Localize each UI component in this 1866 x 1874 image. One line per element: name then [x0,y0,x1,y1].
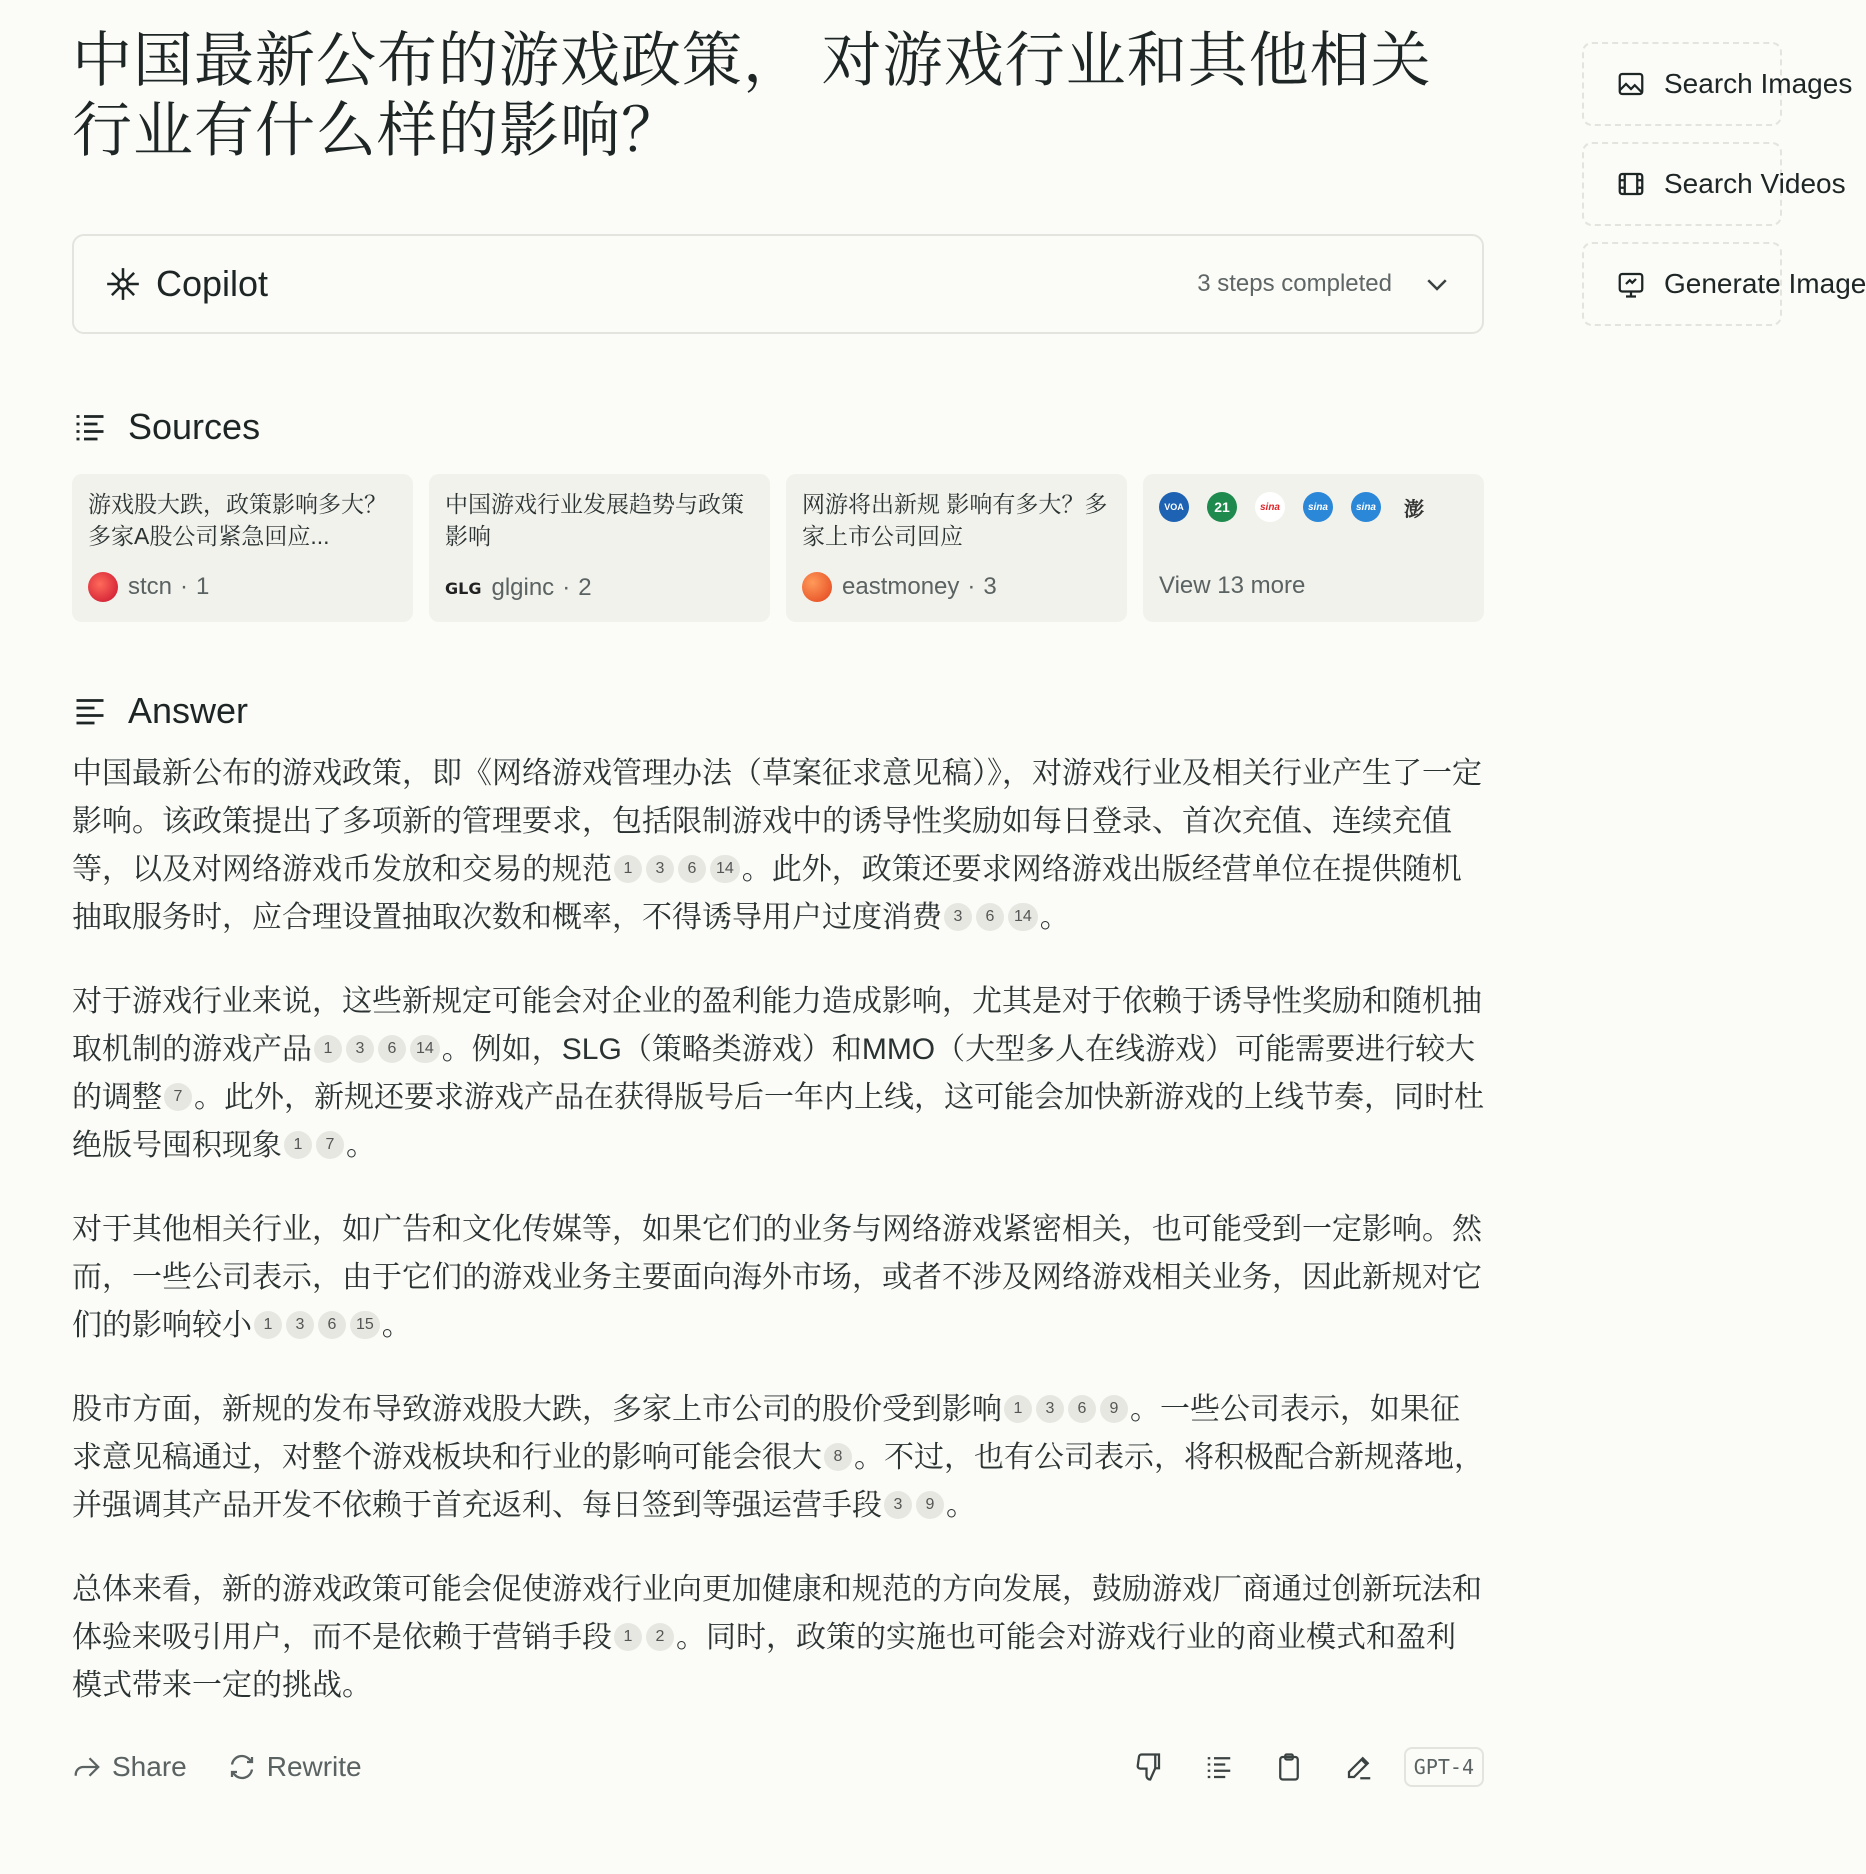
citation-badge[interactable]: 3 [1036,1395,1064,1423]
edit-pencil-icon[interactable] [1344,1752,1374,1782]
citation-badge[interactable]: 3 [286,1311,314,1339]
thumbs-down-icon[interactable] [1134,1752,1164,1782]
image-icon [1616,69,1646,99]
page-title: 中国最新公布的游戏政策， 对游戏行业和其他相关行业有什么样的影响？ [72,27,1432,164]
answer-text: 。此外，政策还要求网络游戏出版经营单位在提供随机抽取服务时，应合理设置抽取次数和概率，不得诱导用户过度消费 [72,853,1462,934]
source-site: eastmoney [842,573,960,600]
main-content [72,0,1484,1792]
citation-badge[interactable]: 6 [318,1311,346,1339]
more-source-icons [1159,492,1468,522]
sources-icon [72,409,108,445]
citation-badge[interactable]: 14 [1008,903,1038,931]
answer-paragraph [72,978,1484,1170]
sources-heading [72,406,1484,448]
answer-text: 。 [381,1309,412,1342]
view-more-card[interactable] [1143,474,1484,622]
answer-text: 。同时，政策的实施也可能会对游戏行业的商业模式和盈利模式带来一定的挑战。 [72,1621,1456,1702]
citation-badge[interactable]: 6 [378,1035,406,1063]
sources-heading-label: Sources [128,406,261,447]
answer-paragraph [72,750,1484,942]
citation-badge[interactable]: 2 [646,1623,674,1651]
search-images-button[interactable]: Search Images [1582,42,1782,126]
21-icon: 21 [1207,492,1237,522]
model-badge[interactable]: GPT-4 [1404,1747,1484,1787]
voa-icon: VOA [1159,492,1189,522]
share-arrow-icon [72,1752,102,1782]
answer-text: 。不过，也有公司表示，将积极配合新规落地，并强调其产品开发不依赖于首充返利、每日签到等强运营手段 [72,1441,1484,1522]
answer-text: 。例如，SLG（策略类游戏）和MMO（大型多人在线游戏）可能需要进行较大的调整 [72,1033,1476,1114]
eastmoney-logo-icon [802,572,832,602]
copilot-steps-status: 3 steps completed [1197,270,1392,297]
source-number: 3 [983,573,997,600]
citation-badge[interactable]: 1 [284,1131,312,1159]
generate-image-button[interactable]: Generate Image [1582,242,1782,326]
answer-paragraph [72,1206,1484,1350]
answer-text: 。一些公司表示，如果征求意见稿通过，对整个游戏板块和行业的影响可能会很大 [72,1393,1460,1474]
answer-text: 。 [346,1129,376,1162]
search-videos-button[interactable]: Search Videos [1582,142,1782,226]
answer-footer [72,1742,1484,1792]
citation-badge[interactable]: 7 [316,1131,344,1159]
answer-text: 对于游戏行业来说，这些新规定可能会对企业的盈利能力造成影响，尤其是对于依赖于诱导性奖励和随机抽取机制的游戏产品 [72,985,1482,1066]
citation-badge[interactable]: 14 [710,855,740,883]
citation-badge[interactable]: 8 [824,1443,852,1471]
citation-badge[interactable]: 1 [314,1035,342,1063]
citation-badge[interactable]: 15 [350,1311,380,1339]
answer-body [72,750,1484,1710]
citation-badge[interactable]: 1 [1004,1395,1032,1423]
answer-text: 总体来看，新的游戏政策可能会促使游戏行业向更加健康和规范的方向发展，鼓励游戏厂商通过创新玩法和体验来吸引用户，而不是依赖于营销手段 [72,1573,1482,1654]
citation-badge[interactable]: 14 [410,1035,440,1063]
answer-text: 股市方面，新规的发布导致游戏股大跌，多家上市公司的股价受到影响 [72,1393,1002,1426]
answer-paragraph [72,1566,1484,1710]
glg-logo-icon: GLG [445,578,482,598]
pengpai-icon: 澎 [1404,498,1424,521]
copilot-label: Copilot [156,263,269,304]
answer-text: 。 [1039,901,1070,934]
right-sidebar [1582,42,1866,342]
answer-lines-icon [72,693,108,729]
sina-blue-icon-2: sina [1351,492,1381,522]
source-number: 2 [578,574,592,601]
answer-text: 。 [946,1489,976,1522]
answer-text: 。此外，新规还要求游戏产品在获得版号后一年内上线，这可能会加快新游戏的上线节奏，同时杜绝版号囤积现象 [72,1081,1484,1162]
source-card[interactable]: 游戏股大跌，政策影响多大？多家A股公司紧急回应... stcn · 1 [72,474,413,622]
citation-badge[interactable]: 1 [254,1311,282,1339]
answer-heading-label: Answer [128,690,249,731]
film-icon [1616,169,1646,199]
citation-badge[interactable]: 6 [1068,1395,1096,1423]
answer-text: 对于其他相关行业，如广告和文化传媒等，如果它们的业务与网络游戏紧密相关，也可能受到一定影响。然而，一些公司表示，由于它们的游戏业务主要面向海外市场，或者不涉及网络游戏相关业务，因此新规对它们的影响较小 [72,1213,1482,1342]
clipboard-copy-icon[interactable] [1274,1752,1304,1782]
citation-badge[interactable]: 7 [164,1083,192,1111]
chevron-down-icon[interactable] [1422,269,1452,299]
share-button[interactable]: Share [72,1751,187,1783]
rewrite-button[interactable]: Rewrite [227,1751,362,1783]
source-card[interactable]: 网游将出新规 影响有多大？多家上市公司回应 eastmoney · 3 [786,474,1127,622]
citation-badge[interactable]: 9 [916,1491,944,1519]
citation-badge[interactable]: 3 [346,1035,374,1063]
rewrite-refresh-icon [227,1752,257,1782]
answer-heading [72,690,1484,732]
view-more-link[interactable]: View 13 more [1159,572,1306,599]
generate-image-icon [1616,269,1646,299]
source-cards [72,474,1484,622]
citation-badge[interactable]: 1 [614,1623,642,1651]
source-site: glginc [491,574,555,601]
copilot-sparkle-icon [104,265,142,303]
source-card-title: 网游将出新规 影响有多大？多家上市公司回应 [802,491,1108,549]
source-card[interactable]: 中国游戏行业发展趋势与政策影响 GLG glginc · 2 [429,474,770,622]
source-number: 1 [196,573,210,600]
citation-badge[interactable]: 6 [976,903,1004,931]
citation-badge[interactable]: 6 [678,855,706,883]
citation-badge[interactable]: 1 [614,855,642,883]
copilot-panel[interactable] [72,234,1484,334]
sina-blue-icon: sina [1303,492,1333,522]
citation-badge[interactable]: 9 [1100,1395,1128,1423]
source-card-title: 游戏股大跌，政策影响多大？多家A股公司紧急回应... [88,491,387,549]
sina-icon: sina [1255,492,1285,522]
source-site: stcn [128,573,173,600]
stcn-logo-icon [88,572,118,602]
sources-list-icon[interactable] [1204,1752,1234,1782]
answer-text: 中国最新公布的游戏政策，即《网络游戏管理办法（草案征求意见稿）》，对游戏行业及相关行业产生了一定影响。该政策提出了多项新的管理要求，包括限制游戏中的诱导性奖励如每日登录、首次充值、连续充值等，以及对网络游戏币发放和交易的规范 [72,757,1482,886]
source-card-title: 中国游戏行业发展趋势与政策影响 [445,491,744,549]
citation-badge[interactable]: 3 [646,855,674,883]
answer-paragraph [72,1386,1484,1530]
citation-badge[interactable]: 3 [884,1491,912,1519]
citation-badge[interactable]: 3 [944,903,972,931]
